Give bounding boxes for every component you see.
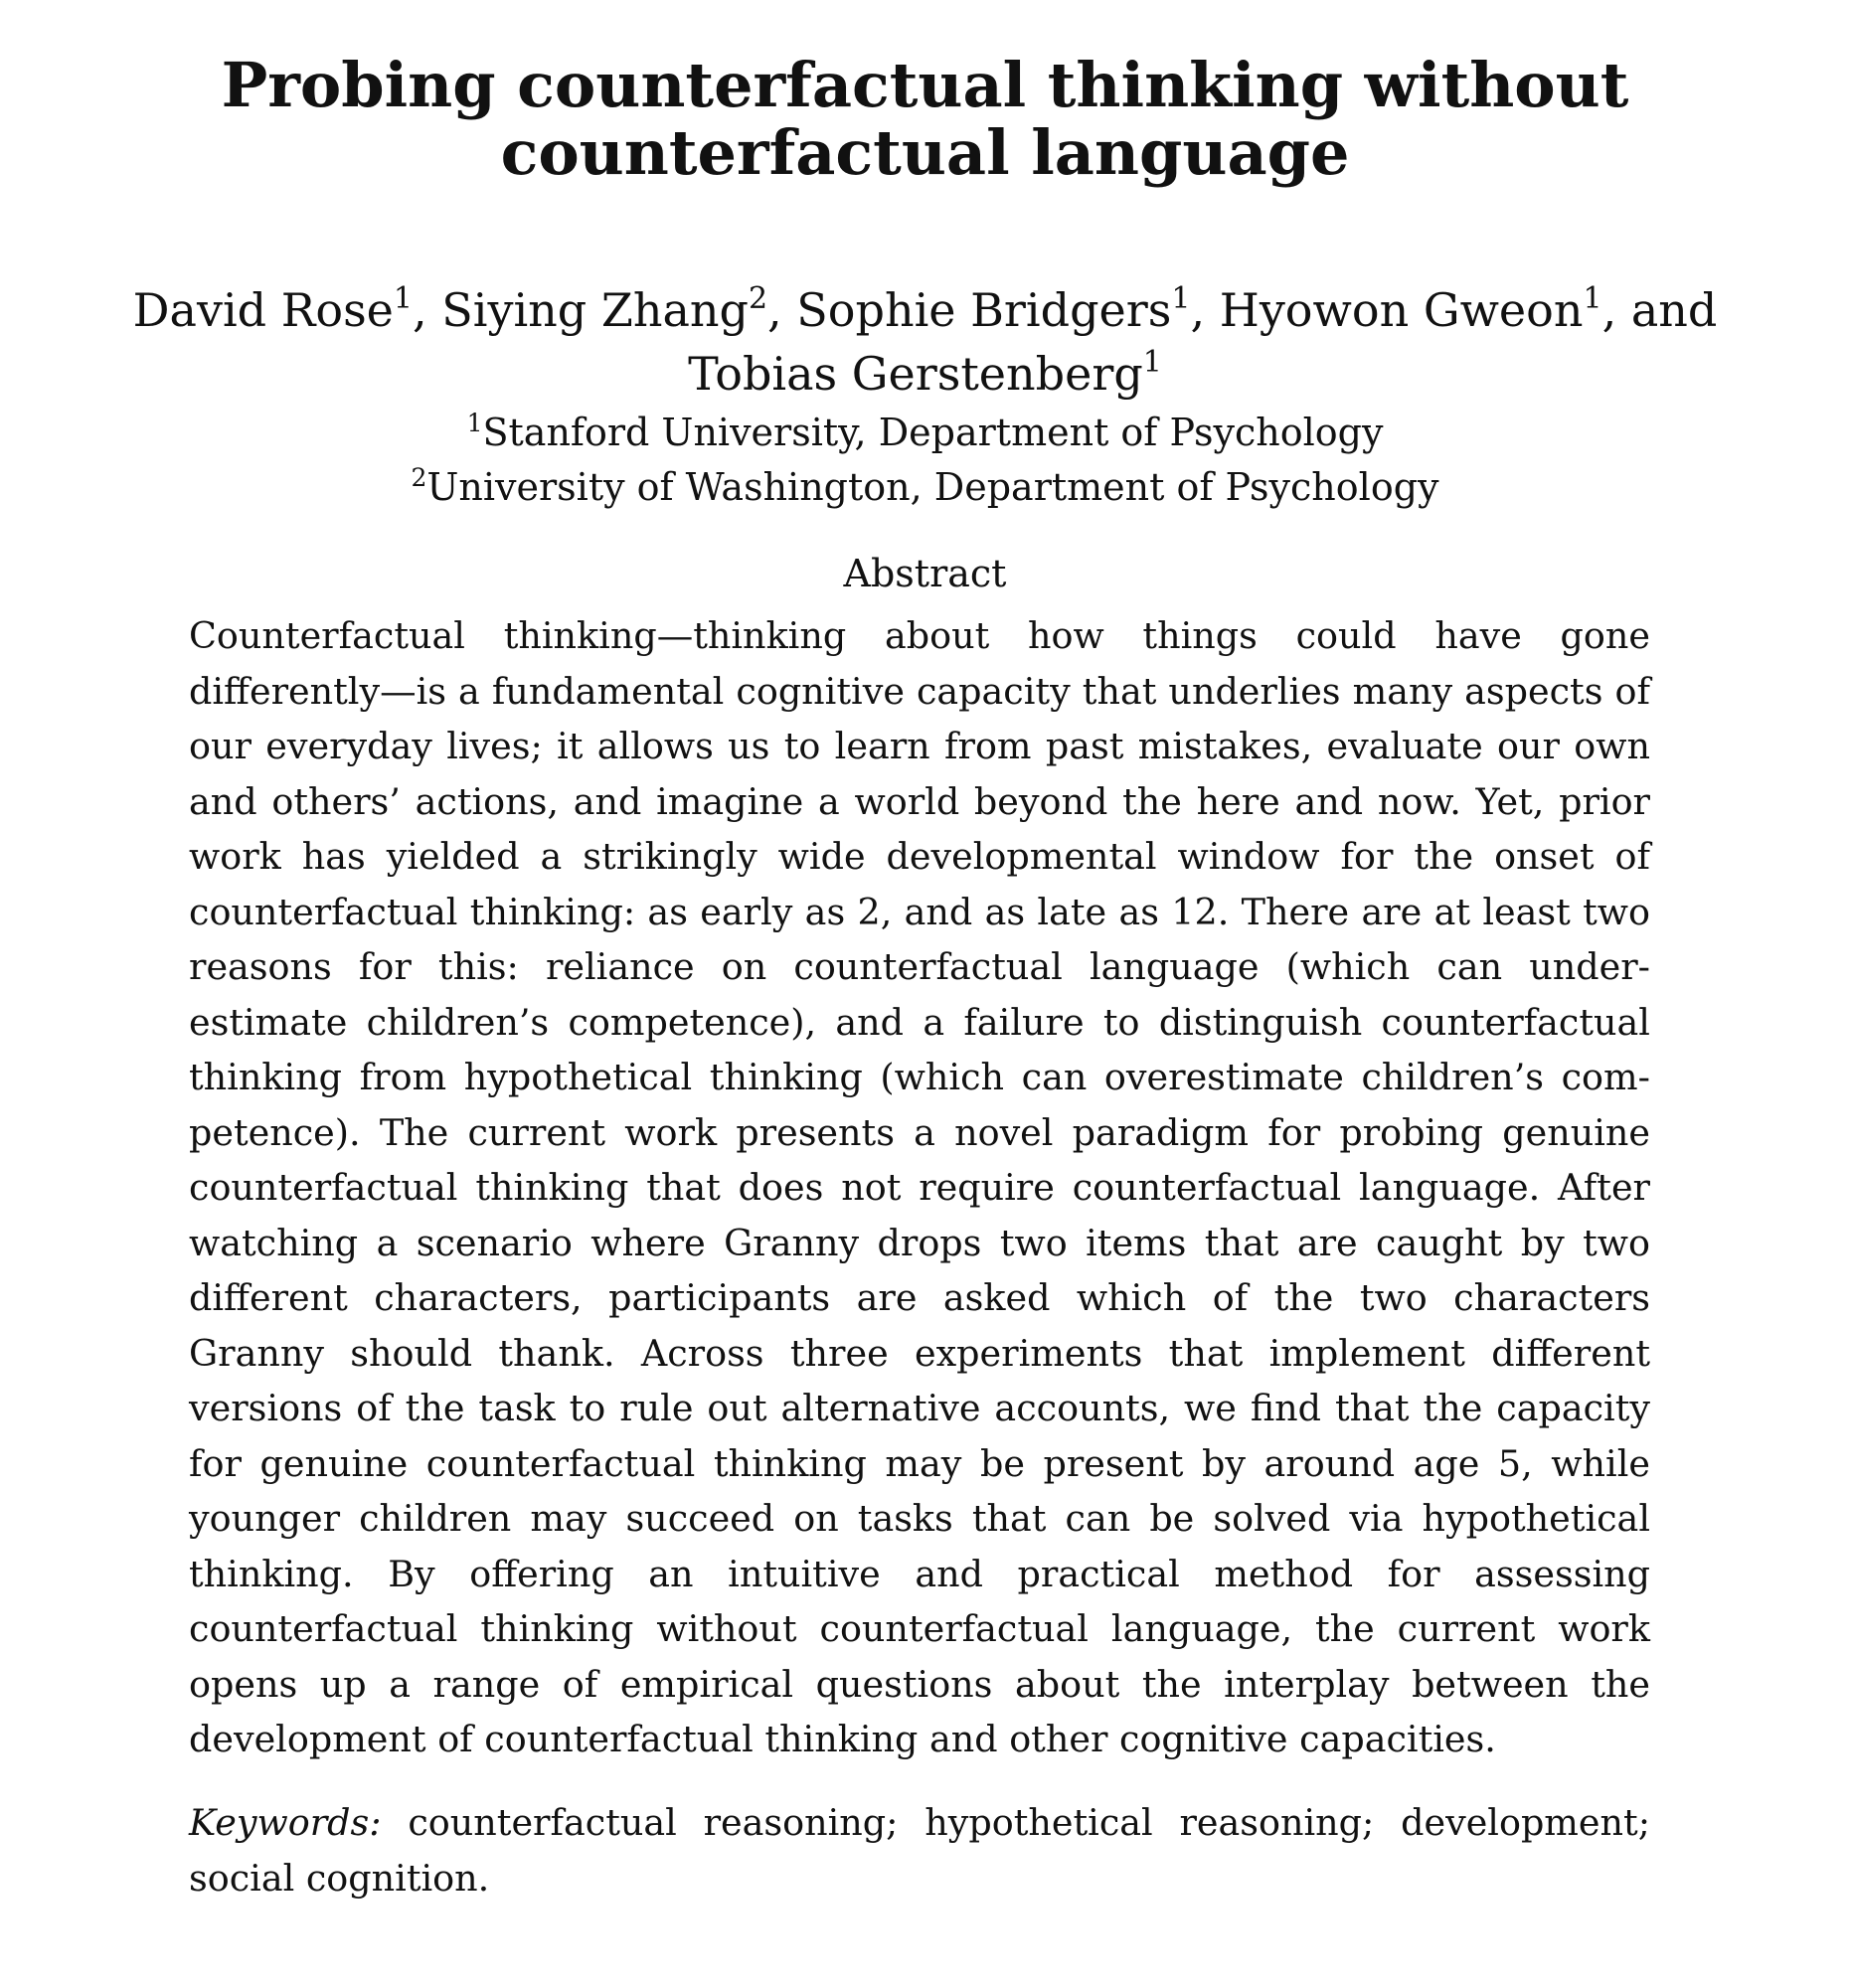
author: Hyowon Gweon$^1$ — [1219, 281, 1602, 337]
affiliation-stanford — [0, 408, 1850, 457]
title-line-2: counterfactual language — [500, 116, 1350, 189]
author: David Rose$^1$ — [132, 281, 413, 337]
author: Tobias Gerstenberg$^1$ — [688, 345, 1162, 401]
author-separator: , — [1190, 283, 1220, 337]
keywords — [189, 1795, 1650, 1905]
author-list — [0, 278, 1850, 406]
affiliation-text: University of Washington, Department of Psychology — [426, 465, 1439, 509]
keywords-text: counterfactual reasoning; hypothetical reasoning; development; social cognition. — [189, 1801, 1650, 1900]
author: Sophie Bridgers$^1$ — [796, 281, 1191, 337]
paper-title — [0, 49, 1850, 189]
author-affiliation-mark: 1 — [393, 281, 413, 316]
affiliation-number: 2 — [411, 463, 427, 492]
keywords-label: Keywords: — [189, 1801, 382, 1844]
affiliation-text: Stanford University, Department of Psychology — [482, 411, 1384, 454]
author-affiliation-mark: 1 — [1142, 345, 1162, 380]
author-affiliation-mark: 2 — [748, 281, 768, 316]
affiliation-number: 1 — [466, 409, 483, 437]
title-line-1: Probing counterfactual thinking without — [221, 49, 1629, 121]
author-separator: , and — [1601, 283, 1718, 337]
author-separator: , — [413, 283, 442, 337]
author-separator: , — [767, 283, 797, 337]
author-affiliation-mark: 1 — [1171, 281, 1191, 316]
author: Siying Zhang$^2$ — [441, 281, 768, 337]
abstract-heading: Abstract — [843, 552, 1007, 595]
author-affiliation-mark: 1 — [1583, 281, 1602, 316]
abstract-text: Counterfactual thinking—thinking about how things could have gone differently—is a fundamental cognitive capacity that underlies many aspects of our everyday lives; it allows us to learn from past mistakes, evaluate our own and others’ actions, and imagine a world beyond the here and now. Yet, prior work has yielded a strikingly wide developmental window for the onset of counterfactual thinking: as early as 2, and as late as 12. There are at least two reasons for this: reliance on counterfactual language (which can underestimate children’s competence), and a failure to distinguish counterfactual thinking from hypothetical thinking (which can overestimate children’s competence). The current work presents a novel paradigm for probing genuine counterfactual thinking that does not require counterfactual language. After watching a scenario where Granny drops two items that are caught by two different characters, participants are asked which of the two characters Granny should thank. Across three experiments that implement different versions of the task to rule out alternative accounts, we find that the capacity for genuine counterfactual thinking may be present by around age 5, while younger children may succeed on tasks that can be solved via hypothetical thinking. By offering an intuitive and practical method for assessing counterfactual thinking without counterfactual language, the current work opens up a range of empirical questions about the interplay between the development of counterfactual thinking and other cognitive capacities. — [189, 614, 1650, 1760]
affiliation-washington — [0, 462, 1850, 512]
